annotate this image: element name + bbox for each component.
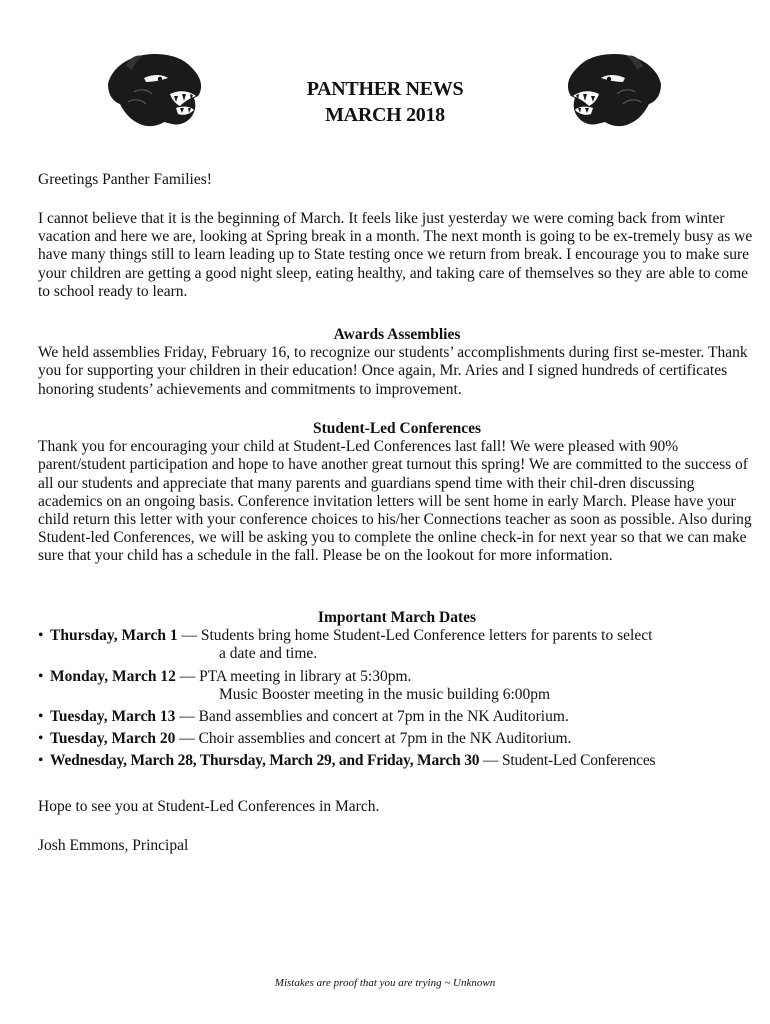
awards-section [38, 326, 756, 399]
date-item-3 [38, 708, 756, 726]
awards-heading: Awards Assemblies [333, 326, 461, 343]
newsletter-title [0, 76, 770, 128]
bullet-icon: • [38, 730, 44, 748]
dates-list [38, 627, 756, 770]
bullet-icon: • [38, 752, 44, 770]
greeting [38, 171, 756, 189]
closing-section [38, 798, 756, 816]
date-text: Choir assemblies and concert at 7pm in the NK Auditorium. [198, 730, 572, 748]
date-text: PTA meeting in library at 5:30pm. [199, 667, 412, 685]
closing-text: Hope to see you at Student-Led Conferences in March. [38, 798, 380, 815]
date-sep: — [175, 730, 199, 748]
date-label: Tuesday, March 20 [50, 730, 176, 748]
bullet-icon: • [38, 627, 44, 645]
date-text: Students bring home Student-Led Conference letters for parents to select [200, 627, 653, 645]
date-item-4 [38, 730, 756, 748]
dates-section [38, 609, 756, 771]
date-label: Tuesday, March 13 [50, 708, 176, 726]
intro-paragraph: I cannot believe that it is the beginning of March. It feels like just yesterday we were coming back from winter vacation and here we are, looking at Spring break in a month. The next month is going to be ex-tremely busy as we have many things still to learn leading up to State testing once we return from break. I encourage you to make sure your children are getting a good night sleep, eating healthy, and taking care of themselves so they are able to come to school ready to learn. [38, 210, 753, 300]
date-text: Band assemblies and concert at 7pm in the NK Auditorium. [198, 708, 569, 726]
date-item-2 [38, 668, 756, 704]
date-sep: — [479, 752, 502, 770]
date-sep: — [175, 667, 200, 685]
conferences-heading: Student-Led Conferences [312, 420, 482, 437]
date-text-continued: Music Booster meeting in the music building 6:00pm [219, 685, 551, 703]
footer-quote: Mistakes are proof that you are trying ~ Unknown [274, 977, 496, 989]
conferences-section [38, 420, 756, 566]
bullet-icon: • [38, 667, 44, 685]
date-item-1 [38, 627, 756, 663]
title-line-1: PANTHER NEWS [306, 78, 464, 100]
conferences-paragraph: Thank you for encouraging your child at Student-Led Conferences last fall! We were pleased with 90% parent/student participation and hope to have another great turnout this spring! We are committed to the success of all our students and appreciate that many parents and guardians spend time with their chil-dren discussing academics on an ongoing basis. Conference invitation letters will be sent home in early March. Please have your child return this letter with your conference choices to his/her Connections teacher as soon as possible. Also during Student-led Conferences, we will be asking you to complete the online check-in for next year so that we can make sure that your child has a schedule in the fall. Please be on the lookout for more information. [38, 438, 752, 565]
date-text: Student-Led Conferences [501, 752, 656, 770]
signature-text: Josh Emmons, Principal [38, 837, 189, 854]
date-sep: — [175, 708, 199, 726]
greeting-text: Greetings Panther Families! [38, 171, 212, 188]
date-label: Thursday, March 1 [50, 627, 178, 645]
date-sep: — [177, 627, 201, 645]
signature-section [38, 837, 756, 855]
date-label: Monday, March 12 [50, 667, 176, 685]
date-item-5 [38, 752, 756, 770]
bullet-icon: • [38, 708, 44, 726]
date-label: Wednesday, March 28, Thursday, March 29, and Friday, March 30 [50, 752, 480, 770]
date-text-continued: a date and time. [219, 645, 318, 663]
awards-paragraph: We held assemblies Friday, February 16, to recognize our students’ accomplishments during first se-mester. Thank you for supporting your children in their education! Once again, Mr. Aries and I signed hundreds of certificates honoring students’ achievements and commitments to improvement. [38, 344, 748, 398]
dates-heading: Important March Dates [317, 609, 477, 626]
intro-section [38, 210, 756, 301]
title-line-2: MARCH 2018 [325, 104, 445, 126]
